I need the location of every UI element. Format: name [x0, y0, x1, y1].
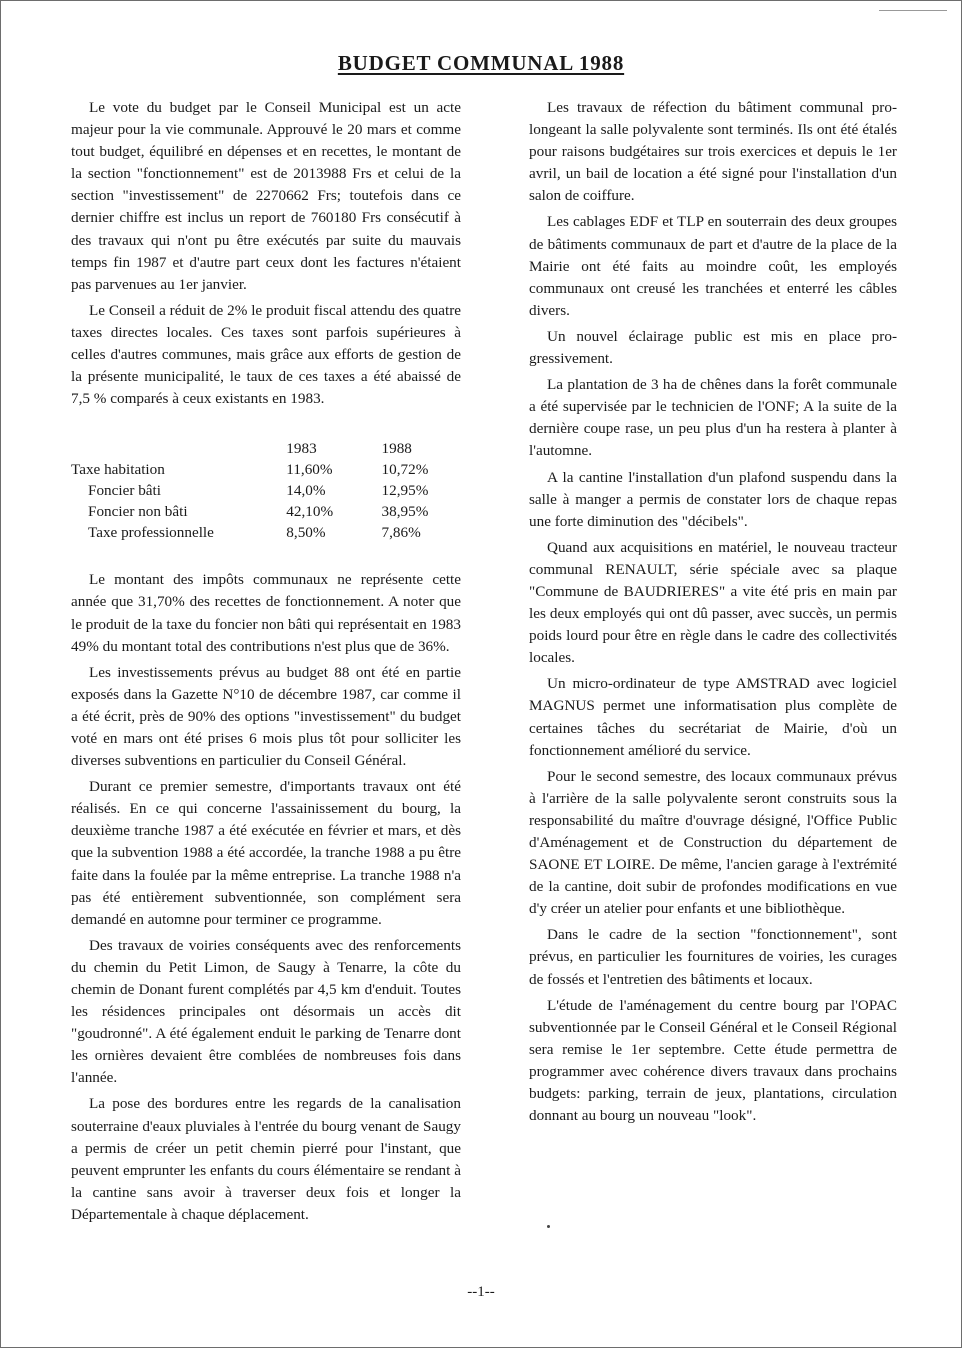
value-1988: 10,72%	[381, 461, 429, 479]
row-label: Foncier bâti	[88, 482, 161, 500]
paragraph: La plantation de 3 ha de chênes dans la forêt communale a été supervisée par le technicien de l'ONF; A la suite de la dernière coupe rase, un peu plus d'un ha restera à planter à l'automne.	[529, 376, 897, 460]
row-label: Foncier non bâti	[88, 503, 188, 521]
paragraph: Le montant des impôts communaux ne représente cette année que 31,70% des recettes de fonctionnement. A noter que le produit de la taxe du foncier non bâti qui représentait en 1983 49% du montant total des contributions n'est plus que de 36%.	[71, 571, 461, 655]
value-1988: 7,86%	[381, 524, 421, 542]
paragraph: Un nouvel éclairage public est mis en place progressivement.	[529, 327, 897, 368]
row-label: Taxe habitation	[71, 461, 165, 479]
page-title: BUDGET COMMUNAL 1988	[337, 51, 625, 75]
corner-rule	[879, 10, 947, 11]
value-1983: 14,0%	[286, 482, 326, 500]
paragraph: Durant ce premier semestre, d'importants travaux ont été réalisés. En ce qui concerne l'assainissement du bourg, la deuxième tranche 1987 a été exécutée en février et mars, et dès que la subvention 1988 a été accordée, la tranche 1988 a pu être faite dans la foulée par la même entreprise. La tranche 1988 n'a pas été entièrement subventionnée, son complément sera demandé en automne pour terminer ce programme.	[71, 778, 461, 928]
value-1988: 12,95%	[381, 482, 429, 500]
table-row	[71, 501, 461, 522]
page-number: --1--	[467, 1284, 495, 1300]
table-header-row	[71, 438, 461, 459]
paragraph: Les cablages EDF et TLP en souterrain des deux groupes de bâtiments communaux de part et d'autre de la place de la Mairie ont été faits au moindre coût, les employés communaux ont creusé les tranchées et enterré les câbles divers.	[529, 213, 897, 319]
tax-rates-table	[71, 438, 461, 543]
ink-dot	[547, 1225, 550, 1228]
paragraph: Un micro-ordinateur de type AMSTRAD avec logiciel MAGNUS permet une informatisation plus complète de certaines tâches du secrétariat de Mairie, d'où un fonctionnement amélioré du service.	[529, 675, 897, 759]
paragraph: Quand aux acquisitions en matériel, le nouveau tracteur communal RENAULT, série spéciale avec sa plaque "Commune de BAUDRIERES" a vite été pris en main par les deux employés qui ont dû passer, avec succès, un permis poids lourd pour être en règle dans le cadre des collectivités locales.	[529, 538, 897, 667]
table-row	[71, 522, 461, 543]
table-header-1983: 1983	[286, 440, 317, 458]
left-column	[71, 97, 461, 1230]
value-1983: 11,60%	[286, 461, 333, 479]
paragraph: Pour le second semestre, des locaux communaux prévus à l'arrière de la salle polyvalente seront construits sous la responsabilité du maître d'ouvrage désigné, l'Office Public d'Aménagement et de Construction du département de SAONE ET LOIRE. De même, l'ancien garage à l'extrémité de la cantine, doit subir de profondes modifications en vue d'y créer un atelier pour enfants et une bibliothèque.	[529, 767, 897, 918]
table-header-empty	[71, 438, 286, 459]
paragraph: Des travaux de voiries conséquents avec des renforcements du chemin du Petit Limon, de Saugy à Tenarre, la côte du chemin de Donant furent complétés par 4,5 km d'enduit. Toutes les résidences principales ont désormais un accès dit "goudronné". A été également enduit le parking de Tenarre dont les ornières devaient être comblées de nombreuses fois dans l'année.	[71, 936, 461, 1087]
paragraph: Le Conseil a réduit de 2% le produit fiscal attendu des quatre taxes directes locales. Ces taxes sont parfois supérieures à celles d'autres communes, mais grâce aux efforts de gestion de la présente municipalité, le taux de ces taxes a été abaissé de 7,5 % comparés à ceux existants en 1983.	[71, 301, 461, 408]
table-row	[71, 480, 461, 501]
table-row	[71, 459, 461, 480]
paragraph: L'étude de l'aménagement du centre bourg par l'OPAC subventionnée par le Conseil Général et le Conseil Régional sera remise le 1er septembre. Cette étude permettra de programmer avec cohérence divers travaux dans prochains budgets: parking, terrain de jeux, plantations, circulation donnant au bourg un nouveau "look".	[529, 996, 897, 1125]
value-1983: 42,10%	[286, 503, 334, 521]
value-1988: 38,95%	[381, 503, 429, 521]
paragraph: La pose des bordures entre les regards de la canalisation souterraine d'eaux pluviales à l'entrée du bourg venant de Saugy a permis de créer un petit chemin pierré pour l'instant, que peuvent emprunter les enfants du cours élémentaire se rendant à la cantine sans avoir à traverser deux fois et longer la Départementale à chaque déplacement.	[71, 1095, 461, 1223]
paragraph: Dans le cadre de la section "fonctionnement", sont prévus, en particulier les fournitures de voiries, les curages de fossés et l'entretien des bâtiments et locaux.	[529, 926, 897, 988]
paragraph: Le vote du budget par le Conseil Municipal est un acte majeur pour la vie communale. Approuvé le 20 mars et comme tout budget, équilibré en dépenses et en recettes, le montant de la section "fonctionnement" est de 2013988 Frs et celui de la section "investissement" de 2270662 Frs; toutefois dans ce dernier chiffre est inclus un report de 760180 Frs consécutif à des travaux qui n'ont pu être exécutés par suite du mauvais temps fin 1987 et d'autre part ceux dont les factures n'étaient pas parvenues au 1er janvier.	[71, 99, 461, 293]
paragraph: A la cantine l'installation d'un plafond suspendu dans la salle à manger a permis de constater lors de chaque repas une forte diminution des "décibels".	[529, 468, 897, 530]
row-label: Taxe professionnelle	[88, 524, 214, 542]
paragraph: Les travaux de réfection du bâtiment communal prolongeant la salle polyvalente sont terminés. Ils ont été étalés pour raisons budgétaires sur trois exercices et depuis le 1er avril, un bail de location a été signé pour l'installation d'un salon de coiffure.	[529, 99, 897, 205]
paragraph: Les investissements prévus au budget 88 ont été en partie exposés dans la Gazette N°10 de décembre 1987, car comme il a été écrit, près de 90% des options "investissement" du budget voté en mars ont été prises 6 mois plus tôt pour solliciter les diverses subventions en particulier du Conseil Général.	[71, 663, 461, 770]
table-header-1988: 1988	[381, 440, 412, 458]
right-column	[529, 97, 897, 1131]
value-1983: 8,50%	[286, 524, 326, 542]
